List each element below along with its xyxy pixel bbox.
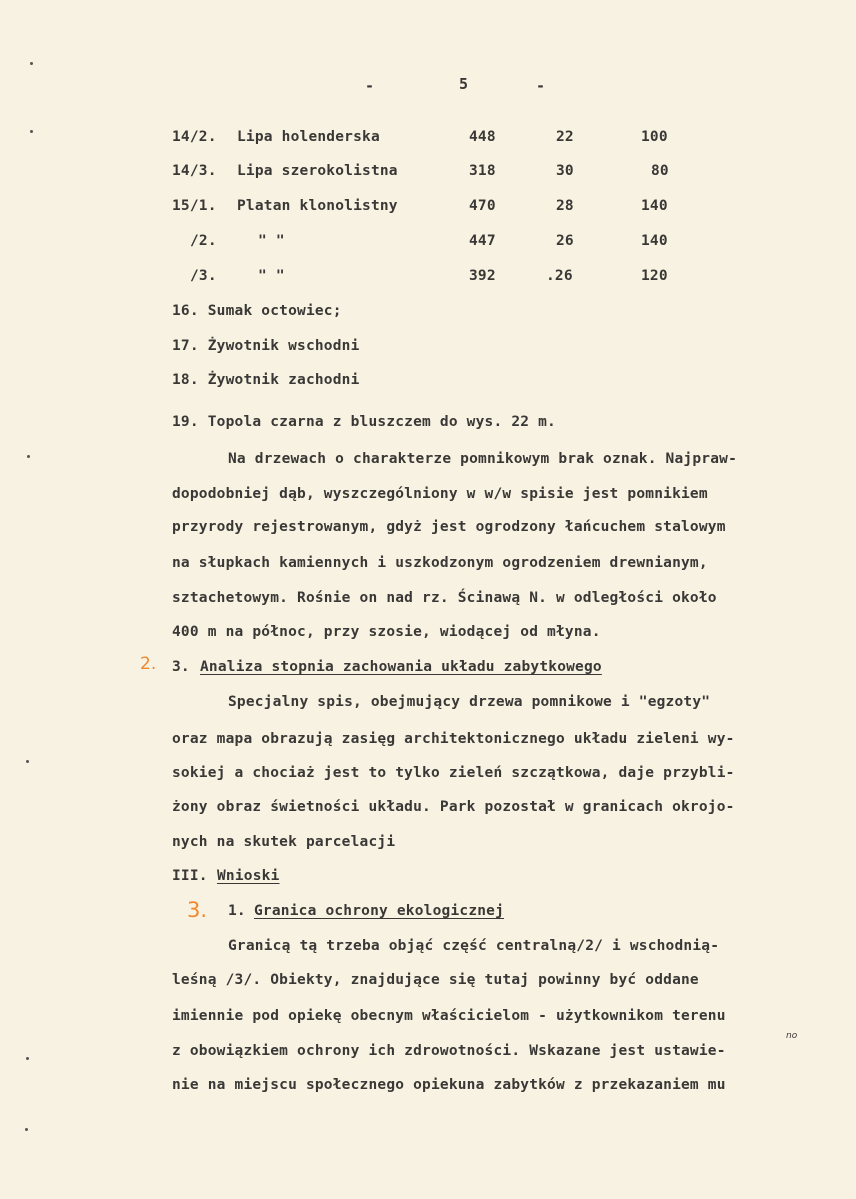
page-number-dash-right: - [536, 77, 546, 95]
margin-mark [30, 62, 33, 65]
table-row-value: 392 [469, 268, 496, 284]
table-row-id: 15/1. [172, 198, 217, 214]
table-row-value: 470 [469, 198, 496, 214]
paragraph-line: leśną /3/. Obiekty, znajdujące się tutaj powinny być oddane [172, 972, 699, 988]
paragraph-line: z obowiązkiem ochrony ich zdrowotności. Wskazane jest ustawie- [172, 1043, 726, 1059]
list-item: 19. Topola czarna z bluszczem do wys. 22 m. [172, 414, 556, 430]
paragraph-line: Specjalny spis, obejmujący drzewa pomnikowe i "egzoty" [228, 694, 711, 710]
table-row-id: 14/2. [172, 129, 217, 145]
list-item: 17. Żywotnik wschodni [172, 338, 360, 354]
table-row-value: 22 [556, 129, 574, 145]
list-item: 18. Żywotnik zachodni [172, 372, 360, 388]
paragraph-line: sztachetowym. Rośnie on nad rz. Ścinawą N. w odległości około [172, 590, 717, 606]
margin-mark [26, 760, 29, 763]
table-row-name: Lipa szerokolistna [237, 163, 398, 179]
paragraph-line: oraz mapa obrazują zasięg architektonicznego układu zieleni wy- [172, 731, 735, 747]
table-row-value: 30 [556, 163, 574, 179]
handwritten-number: 2. [140, 654, 157, 674]
table-row-name: " " [258, 268, 285, 284]
section-number: 3. [172, 659, 190, 675]
table-row-value: 80 [651, 163, 669, 179]
page-number: 5 [459, 75, 469, 93]
margin-mark [25, 1128, 28, 1131]
paragraph-line: żony obraz świetności układu. Park pozostał w granicach okrojo- [172, 799, 735, 815]
table-row-name: Lipa holenderska [237, 129, 380, 145]
table-row-name: Platan klonolistny [237, 198, 398, 214]
list-item: 16. Sumak octowiec; [172, 303, 342, 319]
paragraph-line: 400 m na północ, przy szosie, wiodącej od młyna. [172, 624, 601, 640]
paragraph-line: przyrody rejestrowanym, gdyż jest ogrodzony łańcuchem stalowym [172, 519, 726, 535]
table-row-id: /3. [190, 268, 217, 284]
paragraph-line: na słupkach kamiennych i uszkodzonym ogrodzeniem drewnianym, [172, 555, 708, 571]
table-row-value: 26 [556, 233, 574, 249]
table-row-id: 14/3. [172, 163, 217, 179]
chapter-title: Wnioski [217, 868, 280, 884]
table-row-value: 120 [641, 268, 668, 284]
page-number-dash-left: - [365, 77, 375, 95]
handwritten-number: 3. [187, 898, 208, 922]
paragraph-line: nych na skutek parcelacji [172, 834, 396, 850]
paragraph-line: dopodobniej dąb, wyszczególniony w w/w spisie jest pomnikiem [172, 486, 708, 502]
table-row-value: 318 [469, 163, 496, 179]
paragraph-line: Na drzewach o charakterze pomnikowym brak oznak. Najpraw- [228, 451, 737, 467]
table-row-id: /2. [190, 233, 217, 249]
table-row-value: 140 [641, 233, 668, 249]
table-row-value: 140 [641, 198, 668, 214]
subsection-title: Granica ochrony ekologicznej [254, 903, 505, 919]
paragraph-line: sokiej a chociaż jest to tylko zieleń szczątkowa, daje przybli- [172, 765, 735, 781]
table-row-name: " " [258, 233, 285, 249]
section-title: Analiza stopnia zachowania układu zabytkowego [200, 659, 602, 675]
chapter-number: III. [172, 868, 208, 884]
table-row-value: 448 [469, 129, 496, 145]
margin-mark [30, 130, 33, 133]
subsection-number: 1. [228, 903, 246, 919]
paragraph-line: imiennie pod opiekę obecnym właścicielom - użytkownikom terenu [172, 1008, 726, 1024]
table-row-value: .26 [546, 268, 573, 284]
paragraph-line: nie na miejscu społecznego opiekuna zabytków z przekazaniem mu [172, 1077, 726, 1093]
margin-mark [27, 455, 30, 458]
handwritten-correction: no [786, 1031, 798, 1041]
margin-mark [26, 1057, 29, 1060]
paragraph-line: Granicą tą trzeba objąć część centralną/2/ i wschodnią- [228, 938, 720, 954]
table-row-value: 100 [641, 129, 668, 145]
table-row-value: 28 [556, 198, 574, 214]
table-row-value: 447 [469, 233, 496, 249]
